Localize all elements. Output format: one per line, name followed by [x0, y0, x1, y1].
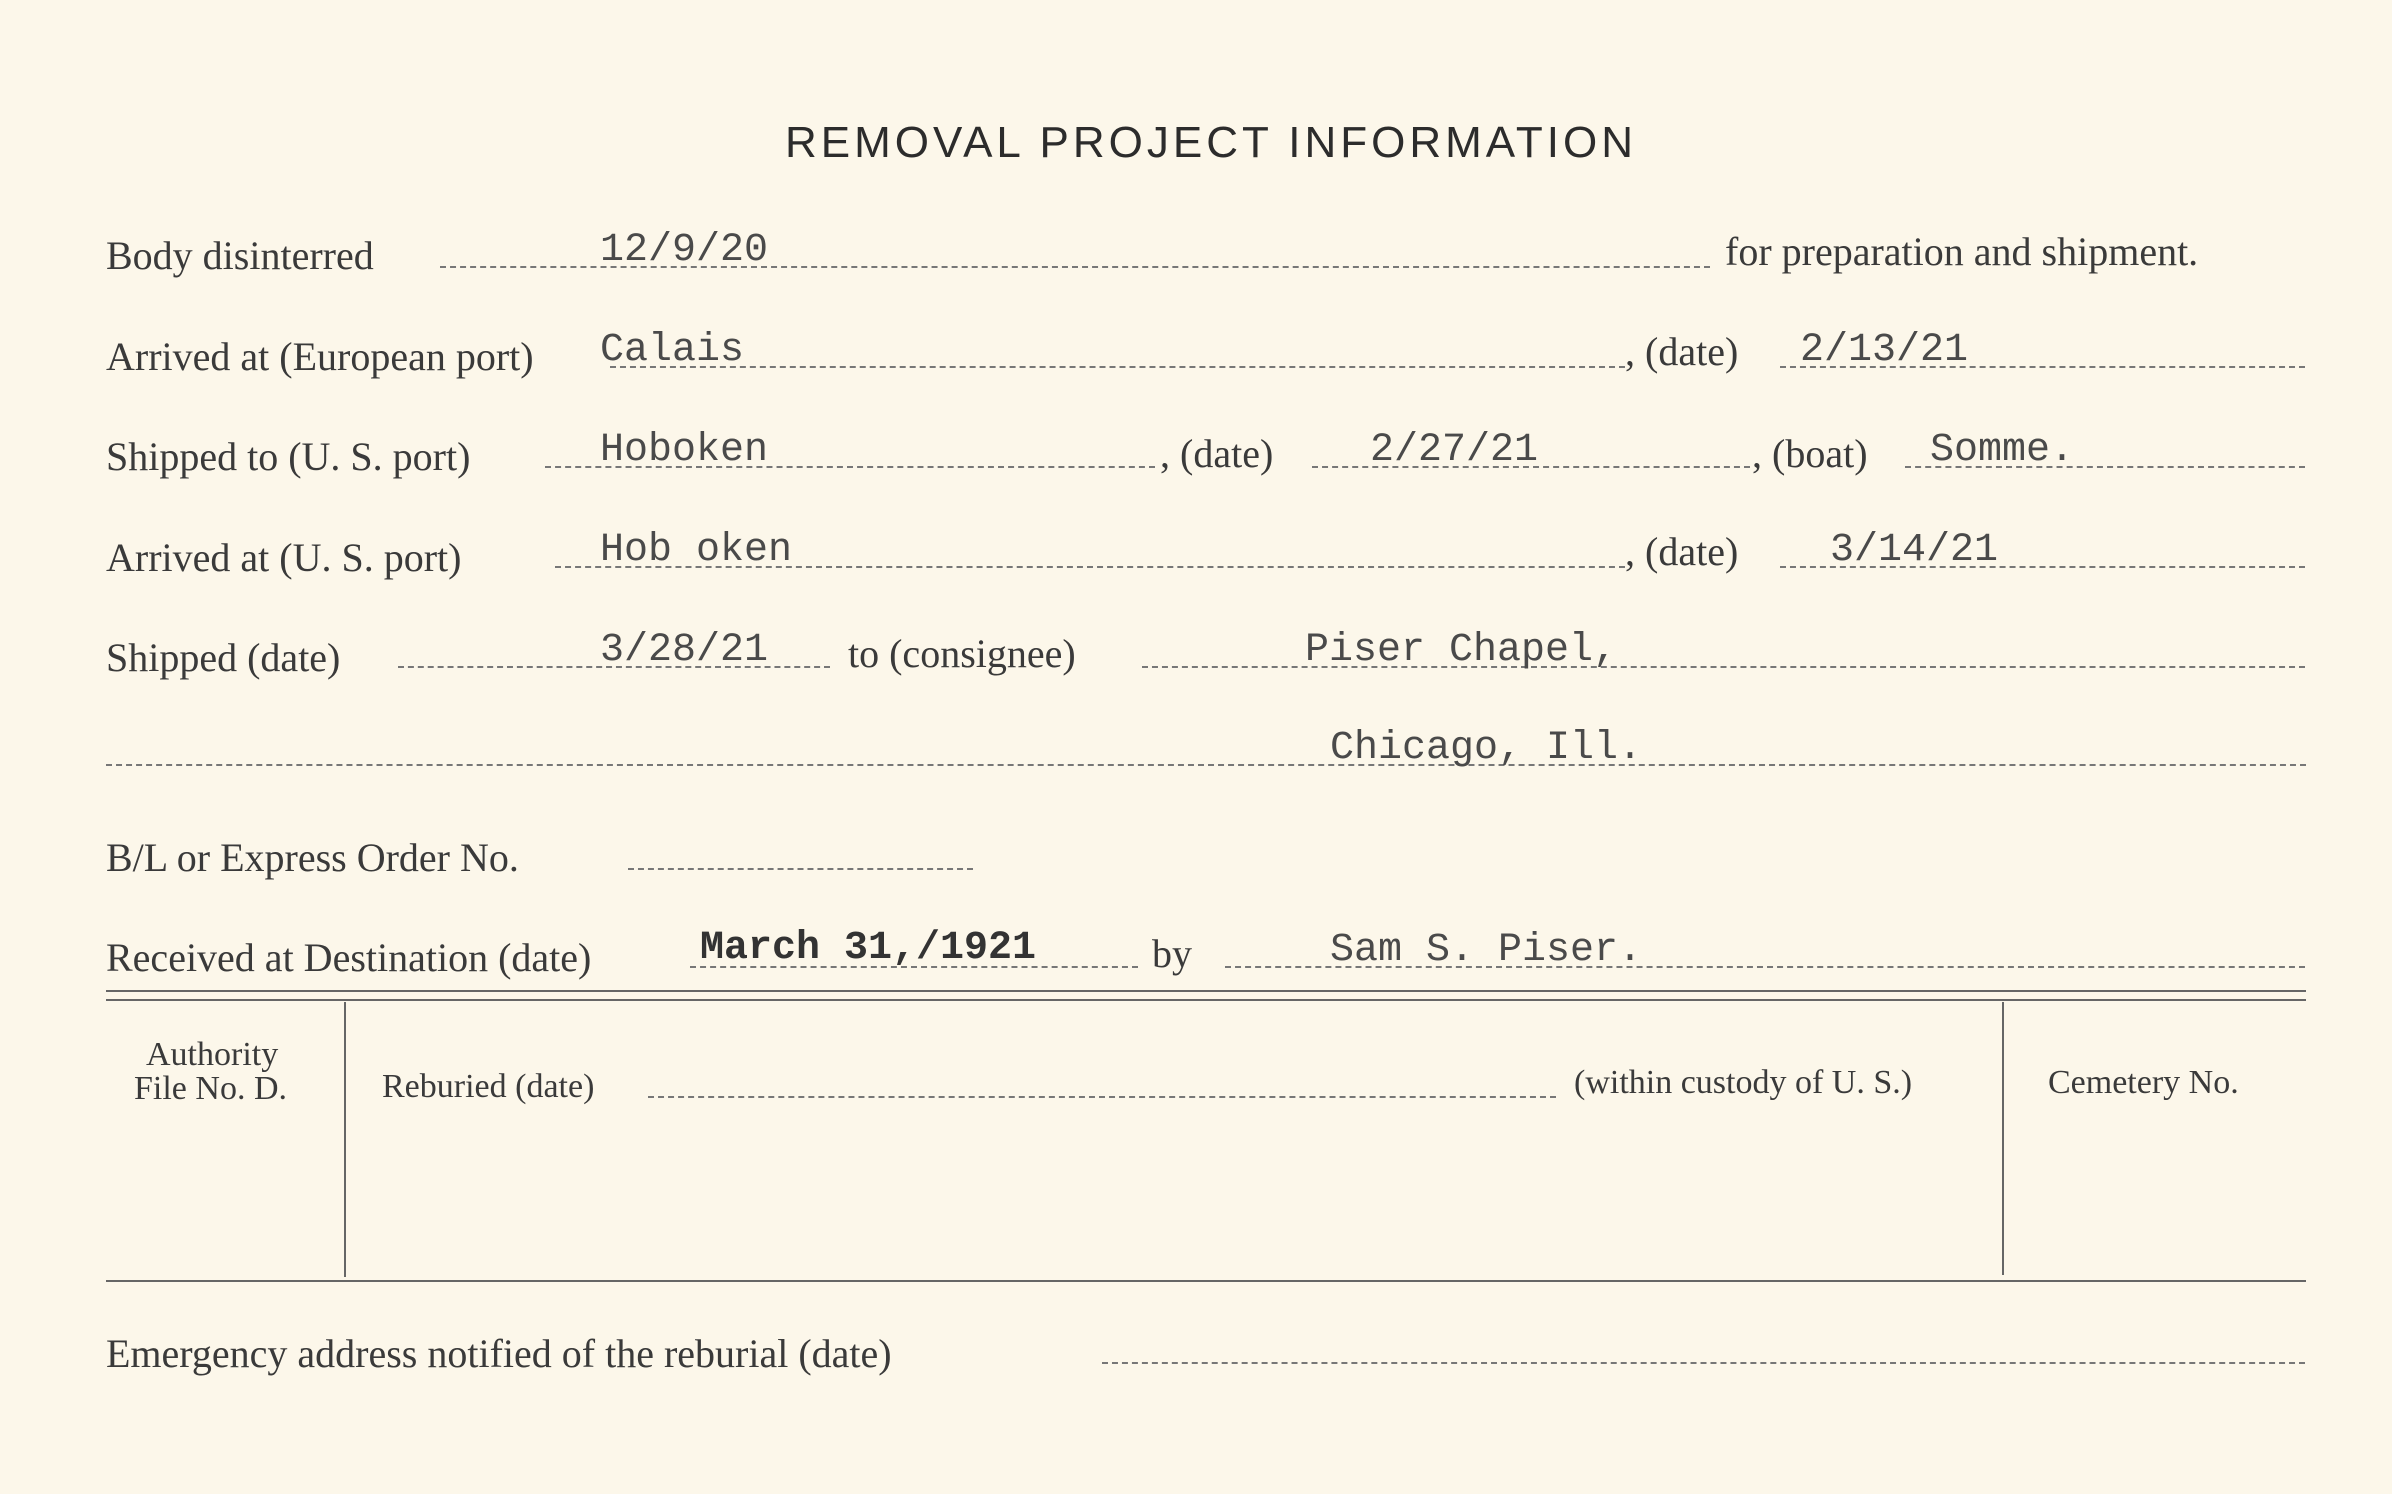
body-disinterred-suffix: for preparation and shipment.	[1725, 229, 2199, 274]
shipped-us-label: Shipped to (U. S. port)	[106, 434, 471, 479]
table-divider-left	[344, 1002, 346, 1277]
arrived-us-date-label: , (date)	[1625, 529, 1739, 574]
consignee-continuation-line	[106, 764, 2306, 766]
card-title: REMOVAL PROJECT INFORMATION	[785, 118, 1637, 167]
shipped-date-value: 3/28/21	[600, 628, 769, 673]
shipped-date-label: Shipped (date)	[106, 635, 341, 680]
consignee-label: to (consignee)	[848, 631, 1076, 676]
body-disinterred-label: Body disinterred	[106, 233, 374, 278]
arrived-european-value: Calais	[600, 328, 745, 373]
table-bottom-border	[106, 1280, 2306, 1282]
table-divider-right	[2002, 1002, 2004, 1275]
arrived-us-label: Arrived at (U. S. port)	[106, 535, 462, 580]
arrived-european-line	[610, 366, 1625, 368]
custody-label: (within custody of U. S.)	[1574, 1064, 1913, 1101]
emergency-label: Emergency address notified of the reburial (date)	[106, 1331, 892, 1376]
received-by: Sam S. Piser.	[1330, 928, 1643, 973]
shipped-us-date-label: , (date)	[1160, 431, 1274, 476]
reburied-label: Reburied (date)	[382, 1068, 595, 1105]
consignee-line2: Chicago, Ill.	[1330, 726, 1643, 771]
authority-label-line1: Authority	[146, 1036, 279, 1073]
cemetery-label: Cemetery No.	[2048, 1064, 2239, 1101]
arrived-us-value: Hob oken	[600, 528, 793, 573]
authority-label-line2: File No. D.	[134, 1070, 287, 1107]
arrived-european-date-label: , (date)	[1625, 329, 1739, 374]
bl-order-line	[628, 868, 973, 870]
shipped-us-value: Hoboken	[600, 428, 769, 473]
table-top-border	[106, 990, 2306, 992]
received-date: March 31,/1921	[700, 926, 1037, 971]
reburied-line	[648, 1096, 1556, 1098]
table-top-border-inner	[106, 999, 2306, 1001]
arrived-european-date: 2/13/21	[1800, 328, 1969, 373]
bl-order-label: B/L or Express Order No.	[106, 835, 519, 880]
arrived-us-date: 3/14/21	[1830, 528, 1999, 573]
consignee-line1: Piser Chapel,	[1305, 628, 1618, 673]
shipped-us-date: 2/27/21	[1370, 428, 1539, 473]
emergency-line	[1102, 1362, 2305, 1364]
shipped-us-boat-label: , (boat)	[1752, 431, 1868, 476]
received-by-label: by	[1152, 931, 1192, 976]
arrived-european-label: Arrived at (European port)	[106, 334, 534, 379]
received-label: Received at Destination (date)	[106, 935, 592, 980]
shipped-us-boat: Somme.	[1930, 428, 2075, 473]
body-disinterred-value: 12/9/20	[600, 228, 769, 273]
